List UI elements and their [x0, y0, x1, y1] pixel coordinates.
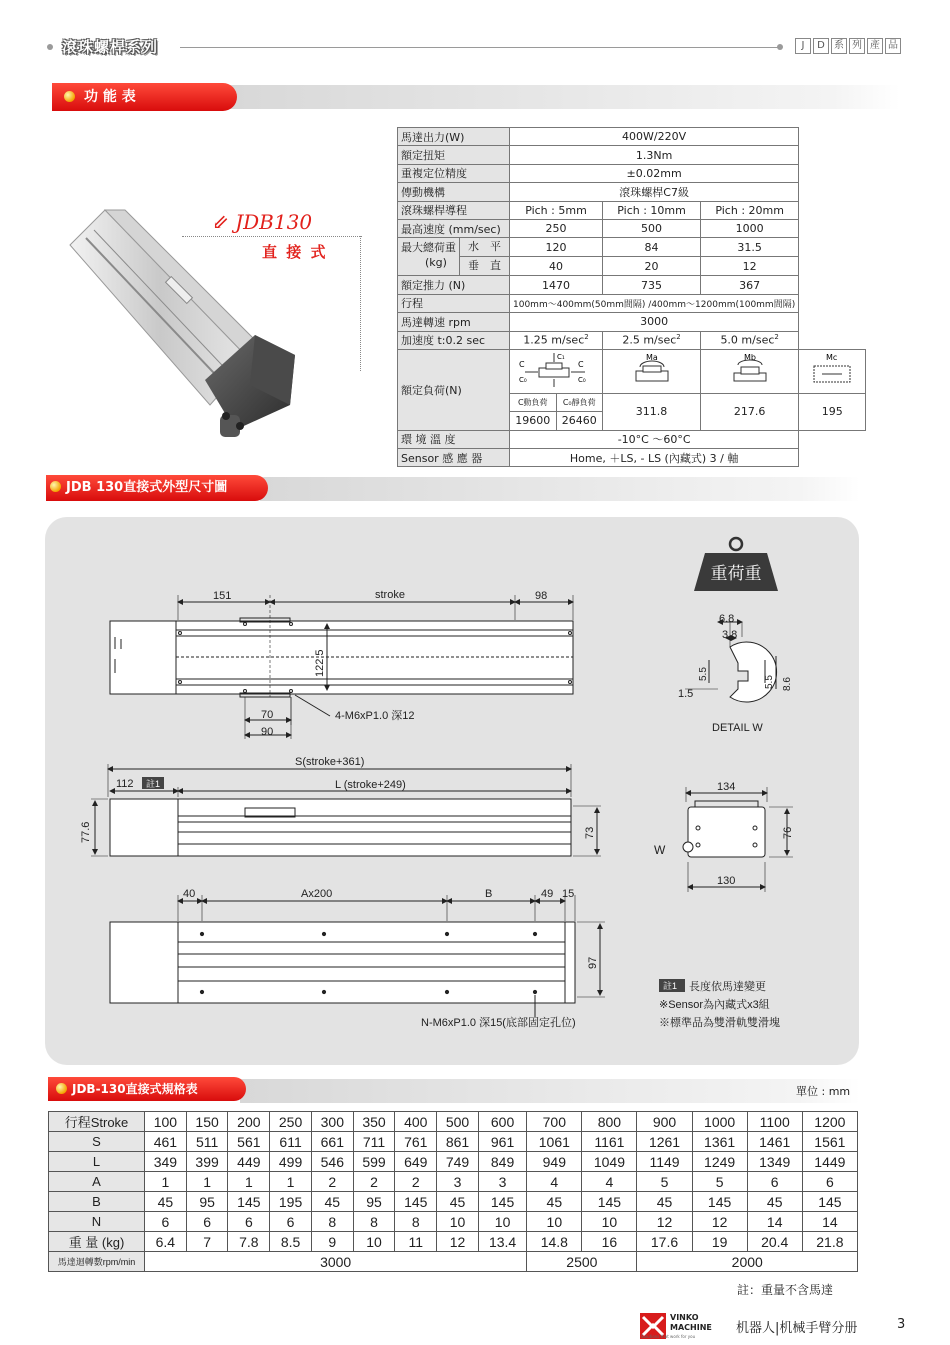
- grid-cell: 350: [353, 1112, 395, 1132]
- series-title: 滾珠螺桿系列: [62, 38, 159, 56]
- vinko-wordmark: [670, 1313, 712, 1333]
- grid-cell: 349: [145, 1152, 187, 1172]
- grid-cell: 8: [353, 1212, 395, 1232]
- value-accel: [701, 331, 799, 349]
- note1-tag: 註1: [663, 981, 678, 991]
- grid-cell: 8: [395, 1212, 437, 1232]
- grid-row-label: 行程Stroke: [49, 1112, 145, 1132]
- grid-cell: 949: [527, 1152, 582, 1172]
- value-accel: [603, 331, 701, 349]
- label-motor-speed: 馬達轉速 rpm: [398, 313, 510, 331]
- dim-130: 130: [717, 875, 736, 887]
- note-tag: 註1: [146, 779, 161, 789]
- grid-cell: 145: [228, 1192, 270, 1212]
- grid-cell: 6: [186, 1212, 228, 1232]
- bullet-icon: [50, 481, 61, 492]
- dim-5-5: 5.5: [764, 675, 775, 689]
- grid-cell: 561: [228, 1132, 270, 1152]
- model-text: JDB130: [235, 210, 313, 234]
- label-rated-torque: 額定扭矩: [398, 146, 510, 164]
- grid-row: [49, 1172, 858, 1192]
- c-load-diagram: [510, 349, 603, 393]
- grid-cell: 1561: [802, 1132, 857, 1152]
- grid-cell: 250: [270, 1112, 312, 1132]
- grid-cell: 2: [311, 1172, 353, 1192]
- grid-cell: 6: [228, 1212, 270, 1232]
- rpm-value: 3000: [145, 1252, 527, 1272]
- logo-mid: MACHINE: [670, 1323, 712, 1332]
- dim-134: 134: [717, 781, 736, 793]
- brand-char: J: [795, 38, 811, 54]
- product-model: [212, 210, 312, 234]
- value-accel: [510, 331, 603, 349]
- dim-40: 40: [183, 888, 196, 900]
- dim-151: 151: [213, 590, 232, 602]
- label-motor-output: 馬達出力(W): [398, 128, 510, 146]
- grid-cell: 16: [582, 1232, 637, 1252]
- dim-tap: 4-M6xP1.0 深12: [335, 710, 415, 722]
- grid-cell: 546: [311, 1152, 353, 1172]
- bullet-icon: [56, 1083, 67, 1094]
- c0-glyph: C₀: [519, 375, 527, 384]
- label-transmission: 傳動機構: [398, 183, 510, 201]
- value-ma: 311.8: [603, 393, 701, 430]
- label-rated-load: 額定負荷(N): [398, 349, 510, 430]
- grid-cell: 14: [747, 1212, 802, 1232]
- grid-cell: 8: [311, 1212, 353, 1232]
- callout-line-v: [360, 236, 361, 371]
- grid-cell: 2: [395, 1172, 437, 1192]
- grid-cell: 2: [353, 1172, 395, 1192]
- grid-cell: 600: [478, 1112, 526, 1132]
- grid-cell: 700: [527, 1112, 582, 1132]
- note-3: ※標準品為雙滑軌雙滑塊: [659, 1017, 780, 1029]
- grid-cell: 17.6: [637, 1232, 692, 1252]
- grid-cell: 461: [145, 1132, 187, 1152]
- value-load-h: 31.5: [701, 238, 799, 257]
- value-load-h: 120: [510, 238, 603, 257]
- grid-cell: 1: [270, 1172, 312, 1192]
- value-thrust: 367: [701, 276, 799, 294]
- value-mc: 195: [799, 393, 866, 430]
- label-sensor: Sensor 感 應 器: [398, 449, 510, 467]
- grid-cell: 145: [582, 1192, 637, 1212]
- grid-cell: 4: [582, 1172, 637, 1192]
- grid-cell: 5: [692, 1172, 747, 1192]
- value-motor-output: 400W/220V: [510, 128, 799, 146]
- slogan: Solutions that work for you: [641, 1334, 696, 1339]
- ma-diagram: [603, 349, 701, 393]
- grid-cell: 1349: [747, 1152, 802, 1172]
- grid-cell: 1: [228, 1172, 270, 1192]
- grid-cell: 10: [527, 1212, 582, 1232]
- grid-cell: 6: [270, 1212, 312, 1232]
- grid-cell: 711: [353, 1132, 395, 1152]
- section-title: 功 能 表: [84, 89, 136, 105]
- mc-label: Mc: [826, 352, 838, 362]
- grid-cell: 19: [692, 1232, 747, 1252]
- accel-text: 5.0 m/sec: [720, 334, 775, 348]
- grid-cell: 1: [186, 1172, 228, 1192]
- c1-glyph: C₁: [557, 352, 565, 361]
- section-fade: [230, 85, 900, 109]
- mc-icon: [802, 351, 862, 389]
- dim-77-6: 77.6: [80, 821, 92, 843]
- grid-cell: 499: [270, 1152, 312, 1172]
- value-lead: Pich : 5mm: [510, 201, 603, 219]
- grid-cell: 1: [145, 1172, 187, 1192]
- grid-cell: 3: [437, 1172, 479, 1192]
- grid-cell: 7.8: [228, 1232, 270, 1252]
- grid-cell: 95: [353, 1192, 395, 1212]
- grid-cell: 45: [145, 1192, 187, 1212]
- section-fade: [260, 477, 860, 501]
- grid-cell: 7: [186, 1232, 228, 1252]
- grid-cell: 1100: [747, 1112, 802, 1132]
- max-load-unit: (kg): [425, 256, 447, 270]
- c0-glyph: C₀: [578, 375, 586, 384]
- dim-1-5: 1.5: [678, 688, 694, 700]
- dimension-drawing: [45, 517, 859, 1065]
- section-title: JDB 130直接式外型尺寸圖: [66, 480, 228, 495]
- grid-cell: 14: [802, 1212, 857, 1232]
- grid-cell: 8.5: [270, 1232, 312, 1252]
- grid-row: [49, 1112, 858, 1132]
- mc-diagram: [799, 349, 866, 393]
- spec-grid: [48, 1111, 858, 1272]
- label-ambient-temp: 環 境 溫 度: [398, 430, 510, 448]
- grid-cell: 1461: [747, 1132, 802, 1152]
- value-lead: Pich : 20mm: [701, 201, 799, 219]
- grid-cell: 6: [145, 1212, 187, 1232]
- value-c-dyn: 19600: [510, 412, 557, 430]
- c0-label: C₀靜負荷: [556, 393, 603, 411]
- grid-row-label: 重 量 (kg): [49, 1232, 145, 1252]
- dim-5-5: 5.5: [698, 667, 709, 681]
- accel-text: 1.25 m/sec: [523, 334, 585, 348]
- grid-cell: 1449: [802, 1152, 857, 1172]
- arrow-icon: ⇙: [212, 210, 229, 234]
- grid-cell: 1000: [692, 1112, 747, 1132]
- grid-cell: 399: [186, 1152, 228, 1172]
- dim-8-6: 8.6: [782, 677, 793, 691]
- label-lead: 滾珠螺桿導程: [398, 201, 510, 219]
- value-thrust: 735: [603, 276, 701, 294]
- mb-icon: [720, 351, 780, 389]
- grid-cell: 6: [802, 1172, 857, 1192]
- max-load-text: 最大總荷重: [401, 241, 456, 255]
- grid-cell: 45: [437, 1192, 479, 1212]
- grid-cell: 21.8: [802, 1232, 857, 1252]
- grid-cell: 1200: [802, 1112, 857, 1132]
- grid-cell: 45: [637, 1192, 692, 1212]
- grid-cell: 20.4: [747, 1232, 802, 1252]
- grid-cell: 500: [437, 1112, 479, 1132]
- grid-cell: 900: [637, 1112, 692, 1132]
- grid-cell: 195: [270, 1192, 312, 1212]
- value-transmission: 滾珠螺桿C7級: [510, 183, 799, 201]
- c-dyn-label: C動負荷: [510, 393, 557, 411]
- label-max-load: [398, 238, 510, 276]
- grid-cell: 10: [353, 1232, 395, 1252]
- label-rated-thrust: 額定推力 (N): [398, 276, 510, 294]
- grid-cell: 14.8: [527, 1232, 582, 1252]
- detail-w-label: DETAIL W: [712, 722, 763, 734]
- heavy-load-badge: [694, 538, 778, 591]
- grid-cell: 45: [311, 1192, 353, 1212]
- grid-cell: 145: [802, 1192, 857, 1212]
- rpm-value: 2500: [527, 1252, 637, 1272]
- label-accel: 加速度 t:0.2 sec: [398, 331, 510, 349]
- grid-cell: 9: [311, 1232, 353, 1252]
- grid-cell: 800: [582, 1112, 637, 1132]
- value-motor-speed: 3000: [510, 313, 799, 331]
- mb-diagram: [701, 349, 799, 393]
- grid-row: [49, 1152, 858, 1172]
- section-title: JDB-130直接式規格表: [72, 1082, 198, 1096]
- section-heading-spec: [48, 1077, 246, 1101]
- value-rated-torque: 1.3Nm: [510, 146, 799, 164]
- grid-cell: 599: [353, 1152, 395, 1172]
- section-heading-features: [52, 83, 237, 111]
- c-glyph: C: [519, 359, 525, 369]
- vertical-label: 垂 直: [468, 259, 501, 273]
- grid-cell: 10: [437, 1212, 479, 1232]
- accel-text: 2.5 m/sec: [622, 334, 677, 348]
- dim-112: 112: [116, 778, 134, 790]
- grid-cell: 45: [527, 1192, 582, 1212]
- ma-icon: [622, 351, 682, 389]
- c-glyph: C: [578, 359, 584, 369]
- label-repeat-accuracy: 重複定位精度: [398, 164, 510, 182]
- grid-cell: 45: [747, 1192, 802, 1212]
- grid-cell: 449: [228, 1152, 270, 1172]
- grid-cell: 6: [747, 1172, 802, 1192]
- grid-row: [49, 1132, 858, 1152]
- value-ambient-temp: -10°C ～60°C: [510, 430, 799, 448]
- dim-l: L (stroke+249): [335, 779, 406, 791]
- note-1: 長度依馬達變更: [689, 981, 766, 993]
- product-subtitle: 直 接 式: [262, 243, 328, 261]
- value-max-speed: 250: [510, 219, 603, 237]
- note-2: ※Sensor為內藏式x3組: [659, 999, 770, 1011]
- value-c0: 26460: [556, 412, 603, 430]
- dim-97: 97: [587, 956, 599, 969]
- value-load-v: 40: [510, 257, 603, 276]
- dim-bottom-tap: N-M6xP1.0 深15(底部固定孔位): [421, 1017, 576, 1029]
- grid-cell: 12: [637, 1212, 692, 1232]
- grid-cell: 761: [395, 1132, 437, 1152]
- feature-table: [397, 127, 866, 467]
- dim-49: 49: [541, 888, 554, 900]
- dim-stroke: stroke: [375, 589, 405, 601]
- grid-cell: 611: [270, 1132, 312, 1152]
- grid-cell: 10: [582, 1212, 637, 1232]
- dim-w: W: [654, 843, 666, 857]
- grid-cell: 300: [311, 1112, 353, 1132]
- heavy-load-text: 重荷重: [710, 564, 762, 584]
- value-load-v: 20: [603, 257, 701, 276]
- grid-row-label: S: [49, 1132, 145, 1152]
- header-rule: [180, 47, 780, 48]
- value-stroke: 100mm～400mm(50mm間隔) /400mm～1200mm(100mm間隔): [510, 294, 799, 312]
- grid-cell: 1261: [637, 1132, 692, 1152]
- brand-char: D: [813, 38, 829, 54]
- header-dot: [47, 44, 53, 50]
- grid-cell: 4: [527, 1172, 582, 1192]
- grid-row-rpm: [49, 1252, 858, 1272]
- grid-cell: 100: [145, 1112, 187, 1132]
- dim-90: 90: [261, 726, 274, 738]
- grid-cell: 3: [478, 1172, 526, 1192]
- grid-cell: 661: [311, 1132, 353, 1152]
- value-max-speed: 500: [603, 219, 701, 237]
- header-dot-right: [777, 44, 783, 50]
- grid-cell: 1049: [582, 1152, 637, 1172]
- grid-cell: 1161: [582, 1132, 637, 1152]
- grid-cell: 145: [395, 1192, 437, 1212]
- grid-cell: 849: [478, 1152, 526, 1172]
- dim-ax200: Ax200: [301, 888, 333, 900]
- grid-cell: 1249: [692, 1152, 747, 1172]
- grid-cell: 145: [478, 1192, 526, 1212]
- grid-row: [49, 1232, 858, 1252]
- grid-cell: 961: [478, 1132, 526, 1152]
- dim-98: 98: [535, 590, 548, 602]
- accel-exp: 2: [774, 333, 779, 342]
- dim-6-8: 6.8: [719, 613, 735, 625]
- value-load-h: 84: [603, 238, 701, 257]
- grid-cell: 150: [186, 1112, 228, 1132]
- value-mb: 217.6: [701, 393, 799, 430]
- value-lead: Pich : 10mm: [603, 201, 701, 219]
- value-thrust: 1470: [510, 276, 603, 294]
- grid-cell: 145: [692, 1192, 747, 1212]
- grid-cell: 95: [186, 1192, 228, 1212]
- c-load-icon: [511, 351, 601, 389]
- brand-char: 產: [867, 38, 883, 54]
- grid-cell: 200: [228, 1112, 270, 1132]
- brand-char: 系: [831, 38, 847, 54]
- grid-cell: 11: [395, 1232, 437, 1252]
- grid-row-label: L: [49, 1152, 145, 1172]
- brand-char: 列: [849, 38, 865, 54]
- grid-row: [49, 1192, 858, 1212]
- grid-cell: 749: [437, 1152, 479, 1172]
- dim-3-8: 3.8: [722, 629, 738, 641]
- horizontal-label: 水 平: [460, 238, 509, 257]
- grid-row-label: B: [49, 1192, 145, 1212]
- label-stroke: 行程: [398, 294, 510, 312]
- logo-top: VINKO: [670, 1313, 699, 1322]
- grid-cell: 5: [637, 1172, 692, 1192]
- grid-cell: 10: [478, 1212, 526, 1232]
- accel-exp: 2: [676, 333, 681, 342]
- ma-label: Ma: [645, 352, 658, 362]
- grid-cell: 12: [437, 1232, 479, 1252]
- rpm-value: 2000: [637, 1252, 858, 1272]
- value-load-v: 12: [701, 257, 799, 276]
- grid-cell: 649: [395, 1152, 437, 1172]
- dim-76: 76: [782, 826, 794, 839]
- bullet-icon: [64, 91, 75, 102]
- section-fade: [240, 1079, 860, 1103]
- accel-exp: 2: [584, 333, 589, 342]
- section-heading-dimensions: [46, 475, 268, 501]
- dim-s: S(stroke+361): [295, 756, 365, 768]
- grid-cell: 861: [437, 1132, 479, 1152]
- unit-label: 單位 : mm: [796, 1085, 851, 1098]
- dim-122-5: 122.5: [314, 649, 326, 677]
- grid-cell: 6.4: [145, 1232, 187, 1252]
- grid-cell: 1361: [692, 1132, 747, 1152]
- grid-row-label: A: [49, 1172, 145, 1192]
- footnote: 註：重量不含馬達: [737, 1283, 834, 1297]
- grid-cell: 511: [186, 1132, 228, 1152]
- callout-line: [182, 236, 362, 237]
- brand-char: 品: [885, 38, 901, 54]
- dim-70: 70: [261, 709, 274, 721]
- value-repeat-accuracy: ±0.02mm: [510, 164, 799, 182]
- grid-cell: 1149: [637, 1152, 692, 1172]
- value-sensor: Home, ＋LS, - LS (內藏式) 3 / 軸: [510, 449, 799, 467]
- grid-cell: 12: [692, 1212, 747, 1232]
- page-number: 3: [897, 1317, 906, 1332]
- footer-title: 机器人|机械手臂分册: [736, 1321, 858, 1336]
- grid-cell: 400: [395, 1112, 437, 1132]
- grid-row: [49, 1212, 858, 1232]
- grid-cell: 13.4: [478, 1232, 526, 1252]
- rpm-label: 馬達迴轉數rpm/min: [49, 1252, 145, 1272]
- grid-row-label: N: [49, 1212, 145, 1232]
- label-max-speed: 最高速度 (mm/sec): [398, 219, 510, 237]
- grid-cell: 1061: [527, 1132, 582, 1152]
- value-max-speed: 1000: [701, 219, 799, 237]
- dim-73: 73: [584, 826, 596, 839]
- dim-15: 15: [562, 888, 575, 900]
- dim-b: B: [485, 888, 493, 900]
- mb-label: Mb: [743, 352, 756, 362]
